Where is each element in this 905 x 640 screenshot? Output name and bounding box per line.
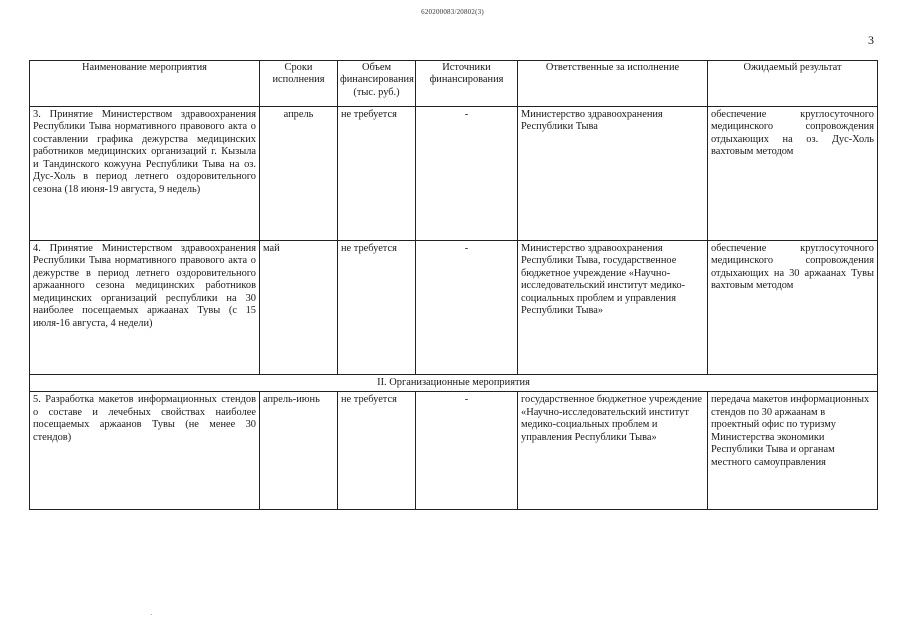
cell-result: обеспечение круглосуточного медицинского сопровождения отдыхающих на 30 аржаанах Тувы вахтовым методом (708, 241, 878, 375)
cell-responsible: государственное бюджетное учреждение «Научно-исследовательский институт медико-социальных проблем и управления Республики Тыва» (518, 392, 708, 510)
cell-term: май (260, 241, 338, 375)
cell-term: апрель-июнь (260, 392, 338, 510)
table-header-row (30, 61, 878, 107)
cell-term: апрель (260, 107, 338, 241)
table-row (30, 241, 878, 375)
header-volume: Объем финансирования (тыс. руб.) (338, 61, 416, 107)
header-term: Сроки исполнения (260, 61, 338, 107)
cell-result: передача макетов информационных стендов по 30 аржаанам в проектный офис по туризму Министерства экономики Республики Тыва и органам местного самоуправления (708, 392, 878, 510)
section-row (30, 375, 878, 392)
cell-responsible: Министерство здравоохранения Республики Тыва (518, 107, 708, 241)
cell-name: 5. Разработка макетов информационных стендов о составе и лечебных свойствах наиболее посещаемых аржаанов Тувы (не менее 30 стендов) (30, 392, 260, 510)
cell-volume: не требуется (338, 392, 416, 510)
cell-name: 3. Принятие Министерством здравоохранения Республики Тыва нормативного правового акта о составлении графика дежурства медицинских работников медицинских организаций г. Кызыла и Тандинского кожууна Республики Тыва на оз. Дус-Холь в период летнего оздоровительного сезона (18 июня-19 августа, 9 недель) (30, 107, 260, 241)
document-number: 620200083/20802(3) (421, 8, 484, 16)
cell-volume: не требуется (338, 241, 416, 375)
cell-source: - (416, 392, 518, 510)
cell-responsible: Министерство здравоохранения Республики Тыва, государственное бюджетное учреждение «Научно-исследовательский институт медико-социальных проблем и управления Республики Тыва» (518, 241, 708, 375)
table-row (30, 107, 878, 241)
header-name: Наименование мероприятия (30, 61, 260, 107)
cell-source: - (416, 107, 518, 241)
section-title: II. Организационные мероприятия (30, 375, 878, 392)
margin-mark: · (150, 611, 153, 619)
header-source: Источники финансирования (416, 61, 518, 107)
page-number: 3 (868, 33, 874, 47)
table-row (30, 392, 878, 510)
cell-volume: не требуется (338, 107, 416, 241)
measures-table (29, 60, 878, 510)
header-result: Ожидаемый результат (708, 61, 878, 107)
cell-name: 4. Принятие Министерством здравоохранения Республики Тыва нормативного правового акта о дежурстве в период летнего оздоровительного аржаанного сезона медицинских работников медицинских организаций республики на 30 наиболее посещаемых аржаанах Тувы (с 15 июля-16 августа, 4 недели) (30, 241, 260, 375)
cell-source: - (416, 241, 518, 375)
header-responsible: Ответственные за исполнение (518, 61, 708, 107)
cell-result: обеспечение круглосуточного медицинского сопровождения отдыхающих на оз. Дус-Холь вахтовым методом (708, 107, 878, 241)
